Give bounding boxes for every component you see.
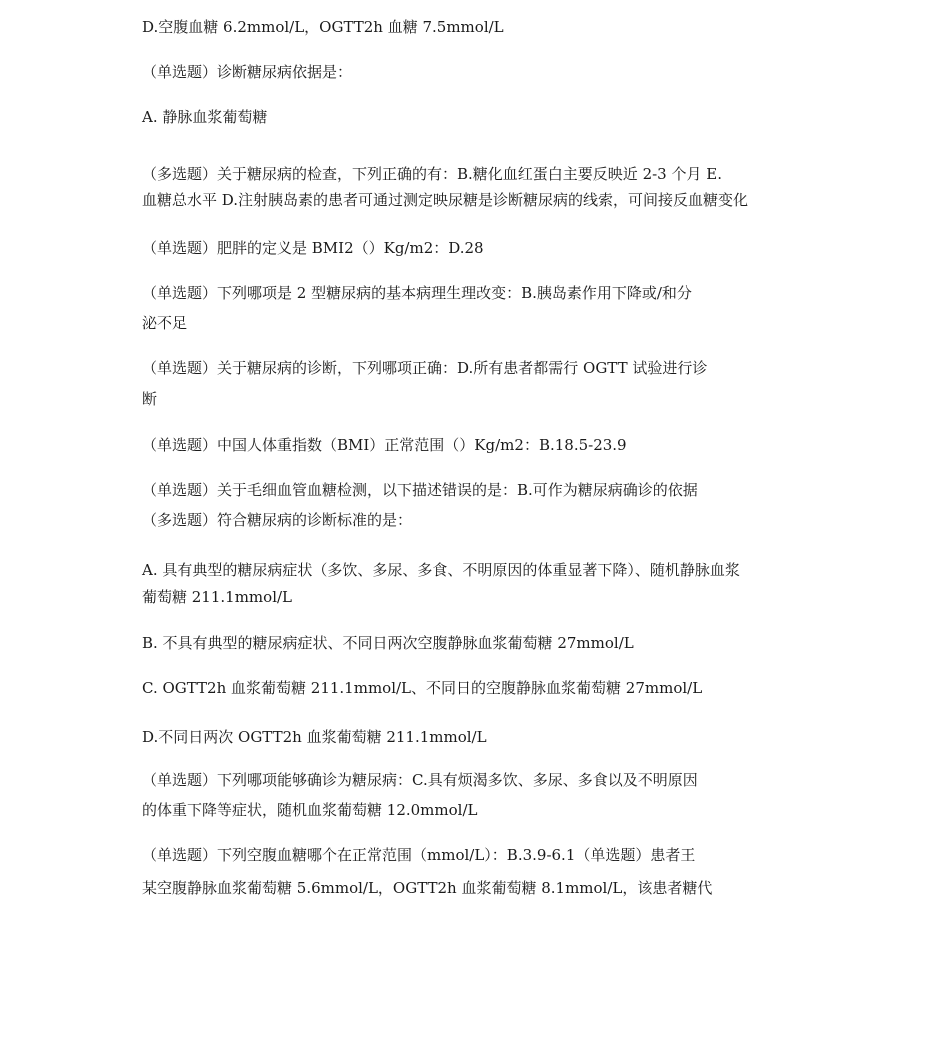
text-line-17: C. OGTT2h 血浆葡萄糖 211.1mmol/L、不同日的空腹静脉血浆葡萄糖 27mmol/L bbox=[142, 679, 703, 697]
text-line-22: 某空腹静脉血浆葡萄糖 5.6mmol/L，OGTT2h 血浆葡萄糖 8.1mmol/L，该患者糖代 bbox=[142, 879, 713, 897]
text-line-4: （多选题）关于糖尿病的检查，下列正确的有：B.糖化血红蛋白主要反映近 2-3 个月 E. bbox=[142, 165, 722, 183]
text-line-16: B. 不具有典型的糖尿病症状、不同日两次空腹静脉血浆葡萄糖 27mmol/L bbox=[142, 634, 634, 652]
text-line-9: （单选题）关于糖尿病的诊断，下列哪项正确：D.所有患者都需行 OGTT 试验进行诊 bbox=[142, 359, 708, 377]
text-line-13: （多选题）符合糖尿病的诊断标准的是： bbox=[142, 511, 413, 529]
text-line-10: 断 bbox=[142, 390, 158, 408]
text-line-18: D.不同日两次 OGTT2h 血浆葡萄糖 211.1mmol/L bbox=[142, 728, 487, 746]
text-line-21: （单选题）下列空腹血糖哪个在正常范围（mmol/L）：B.3.9-6.1（单选题）患者王 bbox=[142, 846, 696, 864]
text-line-1: D.空腹血糖 6.2mmol/L，OGTT2h 血糖 7.5mmol/L bbox=[142, 18, 504, 36]
text-line-19: （单选题）下列哪项能够确诊为糖尿病：C.具有烦渴多饮、多尿、多食以及不明原因 bbox=[142, 771, 698, 789]
text-line-20: 的体重下降等症状，随机血浆葡萄糖 12.0mmol/L bbox=[142, 801, 478, 819]
text-line-3: A. 静脉血浆葡萄糖 bbox=[142, 108, 268, 126]
text-line-8: 泌不足 bbox=[142, 314, 188, 332]
text-line-2: （单选题）诊断糖尿病依据是： bbox=[142, 63, 353, 81]
text-line-14: A. 具有典型的糖尿病症状（多饮、多尿、多食、不明原因的体重显著下降）、随机静脉血浆 bbox=[142, 561, 740, 579]
text-line-15: 葡萄糖 211.1mmol/L bbox=[142, 588, 293, 606]
text-line-6: （单选题）肥胖的定义是 BMI2（）Kg/m2：D.28 bbox=[142, 239, 484, 257]
text-line-11: （单选题）中国人体重指数（BMI）正常范围（）Kg/m2：B.18.5-23.9 bbox=[142, 436, 627, 454]
text-line-5: 血糖总水平 D.注射胰岛素的患者可通过测定映尿糖是诊断糖尿病的线索，可间接反血糖变化 bbox=[142, 191, 749, 209]
text-line-7: （单选题）下列哪项是 2 型糖尿病的基本病理生理改变：B.胰岛素作用下降或/和分 bbox=[142, 284, 692, 302]
text-line-12: （单选题）关于毛细血管血糖检测，以下描述错误的是：B.可作为糖尿病确诊的依据 bbox=[142, 481, 698, 499]
